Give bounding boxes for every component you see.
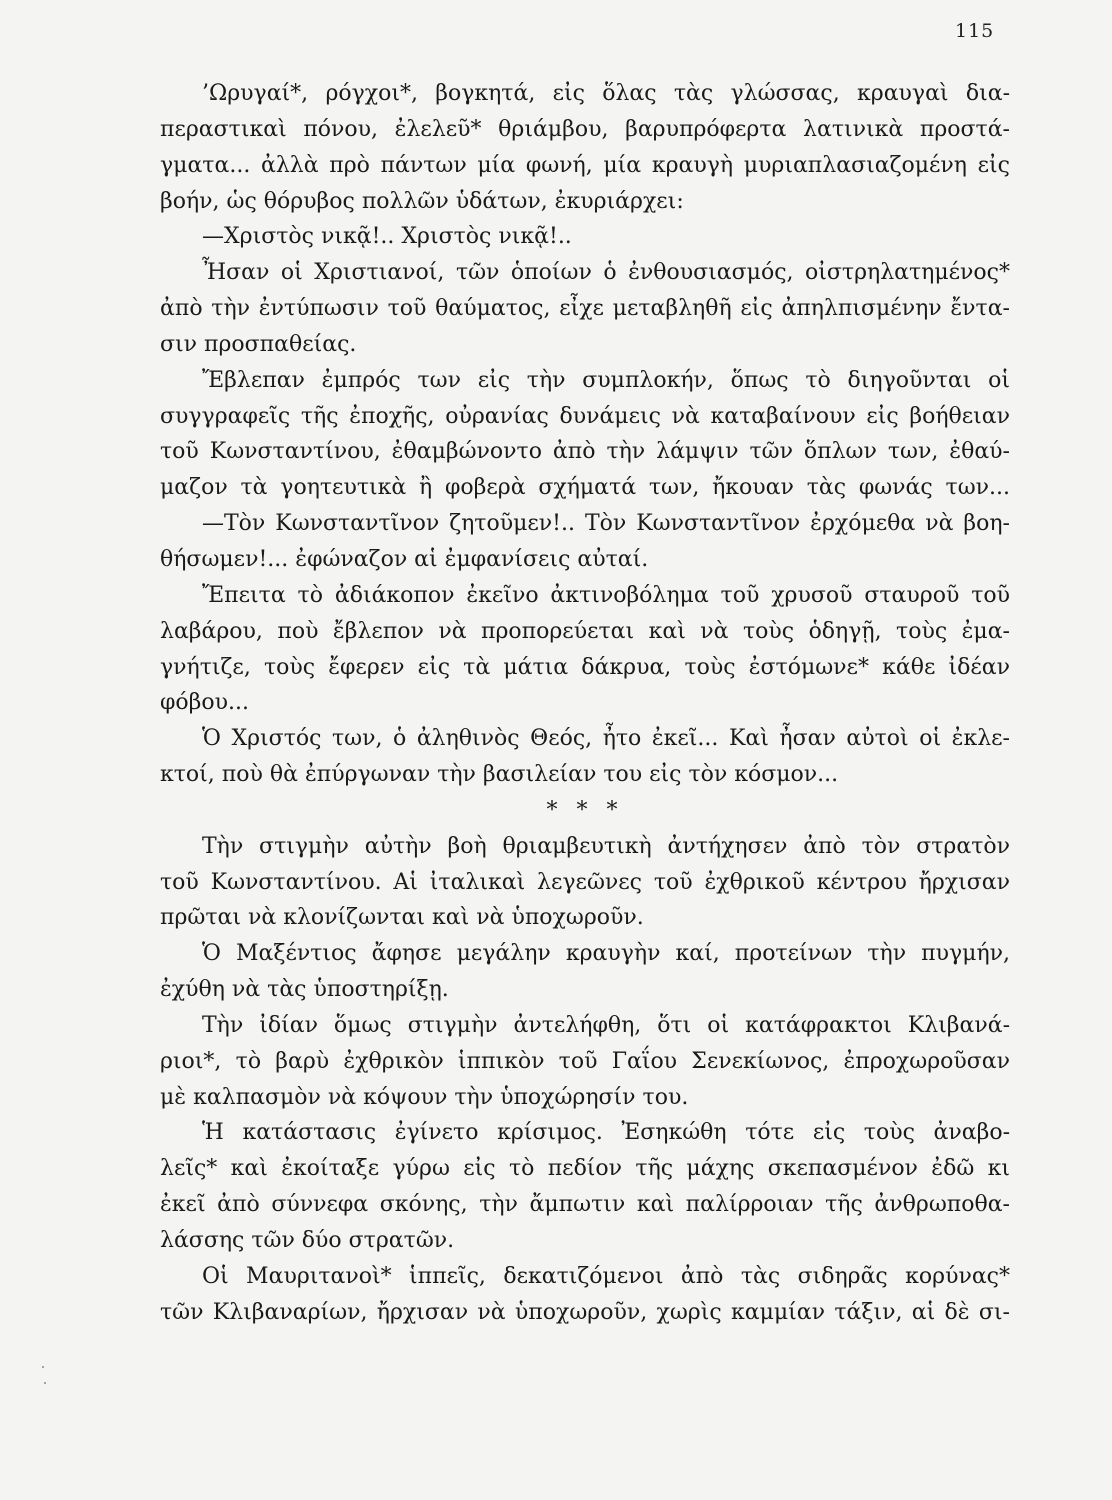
text-line: ἐκεῖ ἀπὸ σύννεφα σκόνης, τὴν ἄμπωτιν καὶ παλίρροιαν τῆς ἀνθρωποθα- bbox=[160, 1192, 1010, 1218]
text-line: θήσωμεν!... ἐφώναζον αἱ ἐμφανίσεις αὐταί. bbox=[160, 546, 649, 572]
text-line: ἀπὸ τὴν ἐντύπωσιν τοῦ θαύματος, εἶχε μεταβληθῆ εἰς ἀπηλπισμένην ἔντα- bbox=[160, 296, 1010, 322]
text-line: —Χριστὸς νικᾷ!.. Χριστὸς νικᾷ!.. bbox=[202, 224, 572, 250]
text-line: Ἔπειτα τὸ ἀδιάκοπον ἐκεῖνο ἀκτινοβόλημα τοῦ χρυσοῦ σταυροῦ τοῦ bbox=[202, 582, 1010, 608]
paper-speck bbox=[44, 1382, 46, 1384]
section-divider: * * * bbox=[546, 797, 624, 823]
text-line: Ἦσαν οἱ Χριστιανοί, τῶν ὁποίων ὁ ἐνθουσιασμός, οἰστρηλατημένος* bbox=[202, 260, 1010, 286]
paper-speck bbox=[42, 1366, 44, 1368]
text-line: γνήτιζε, τοὺς ἔφερεν εἰς τὰ μάτια δάκρυα, τοὺς ἐστόμωνε* κάθε ἰδέαν bbox=[160, 654, 1010, 680]
text-line: λαβάρου, ποὺ ἔβλεπον νὰ προπορεύεται καὶ νὰ τοὺς ὁδηγῇ, τοὺς ἐμα- bbox=[160, 618, 1010, 644]
body-text bbox=[160, 76, 1010, 1331]
text-line: βοήν, ὡς θόρυβος πολλῶν ὑδάτων, ἐκυριάρχει: bbox=[160, 188, 684, 214]
text-line: Ἡ κατάστασις ἐγίνετο κρίσιμος. Ἐσηκώθη τότε εἰς τοὺς ἀναβο- bbox=[202, 1120, 1010, 1146]
text-line: περαστικαὶ πόνου, ἐλελεῦ* θριάμβου, βαρυπρόφερτα λατινικὰ προστά- bbox=[160, 116, 1010, 142]
text-line: τοῦ Κωνσταντίνου. Αἱ ἰταλικαὶ λεγεῶνες τοῦ ἐχθρικοῦ κέντρου ἤρχισαν bbox=[160, 869, 1010, 895]
text-line: λεῖς* καὶ ἐκοίταξε γύρω εἰς τὸ πεδίον τῆς μάχης σκεπασμένον ἐδῶ κι bbox=[160, 1156, 1010, 1182]
text-line: Ὁ Χριστός των, ὁ ἀληθινὸς Θεός, ἦτο ἐκεῖ... Καὶ ἦσαν αὐτοὶ οἱ ἐκλε- bbox=[202, 726, 1010, 752]
text-line: μαζον τὰ γοητευτικὰ ἢ φοβερὰ σχήματά των, ἤκουαν τὰς φωνάς των... bbox=[160, 475, 1010, 501]
text-line: τῶν Κλιβαναρίων, ἤρχισαν νὰ ὑποχωροῦν, χωρὶς καμμίαν τάξιν, αἱ δὲ σι- bbox=[160, 1299, 1010, 1325]
text-line: σιν προσπαθείας. bbox=[160, 331, 357, 357]
text-line: ριοι*, τὸ βαρὺ ἐχθρικὸν ἱππικὸν τοῦ Γαΐου Σενεκίωνος, ἐπροχωροῦσαν bbox=[160, 1048, 1010, 1074]
text-line: Ὁ Μαξέντιος ἄφησε μεγάλην κραυγὴν καί, προτείνων τὴν πυγμήν, bbox=[202, 941, 1010, 967]
text-line: γματα... ἀλλὰ πρὸ πάντων μία φωνή, μία κραυγὴ μυριαπλασιαζομένη εἰς bbox=[160, 152, 1010, 178]
text-line: Τὴν στιγμὴν αὐτὴν βοὴ θριαμβευτικὴ ἀντήχησεν ἀπὸ τὸν στρατὸν bbox=[202, 833, 1010, 859]
text-line: ’Ωρυγαί*, ρόγχοι*, βογκητά, εἰς ὅλας τὰς γλώσσας, κραυγαὶ δια- bbox=[202, 81, 1010, 106]
text-line: μὲ καλπασμὸν νὰ κόψουν τὴν ὑποχώρησίν του. bbox=[160, 1084, 689, 1110]
text-line: λάσσης τῶν δύο στρατῶν. bbox=[160, 1228, 455, 1253]
text-line: φόβου... bbox=[160, 690, 249, 716]
text-line: Τὴν ἰδίαν ὅμως στιγμὴν ἀντελήφθη, ὅτι οἱ κατάφρακτοι Κλιβανά- bbox=[202, 1012, 1010, 1038]
text-line: —Τὸν Κωνσταντῖνον ζητοῦμεν!.. Τὸν Κωνσταντῖνον ἐρχόμεθα νὰ βοη- bbox=[202, 511, 1010, 537]
page-number: 115 bbox=[955, 20, 995, 42]
text-line: κτοί, ποὺ θὰ ἐπύργωναν τὴν βασιλείαν του εἰς τὸν κόσμον... bbox=[160, 762, 839, 788]
text-line: πρῶται νὰ κλονίζωνται καὶ νὰ ὑποχωροῦν. bbox=[160, 905, 644, 931]
text-line: ἐχύθη νὰ τὰς ὑποστηρίξῃ. bbox=[160, 977, 449, 1003]
text-line: Ἔβλεπαν ἐμπρός των εἰς τὴν συμπλοκήν, ὅπως τὸ διηγοῦνται οἱ bbox=[202, 367, 1010, 393]
text-line: Οἱ Μαυριτανοὶ* ἱππεῖς, δεκατιζόμενοι ἀπὸ τὰς σιδηρᾶς κορύνας* bbox=[202, 1263, 1010, 1289]
text-line: συγγραφεῖς τῆς ἐποχῆς, οὐρανίας δυνάμεις νὰ καταβαίνουν εἰς βοήθειαν bbox=[160, 403, 1010, 429]
text-line: τοῦ Κωνσταντίνου, ἐθαμβώνοντο ἀπὸ τὴν λάμψιν τῶν ὅπλων των, ἐθαύ- bbox=[160, 439, 1010, 465]
